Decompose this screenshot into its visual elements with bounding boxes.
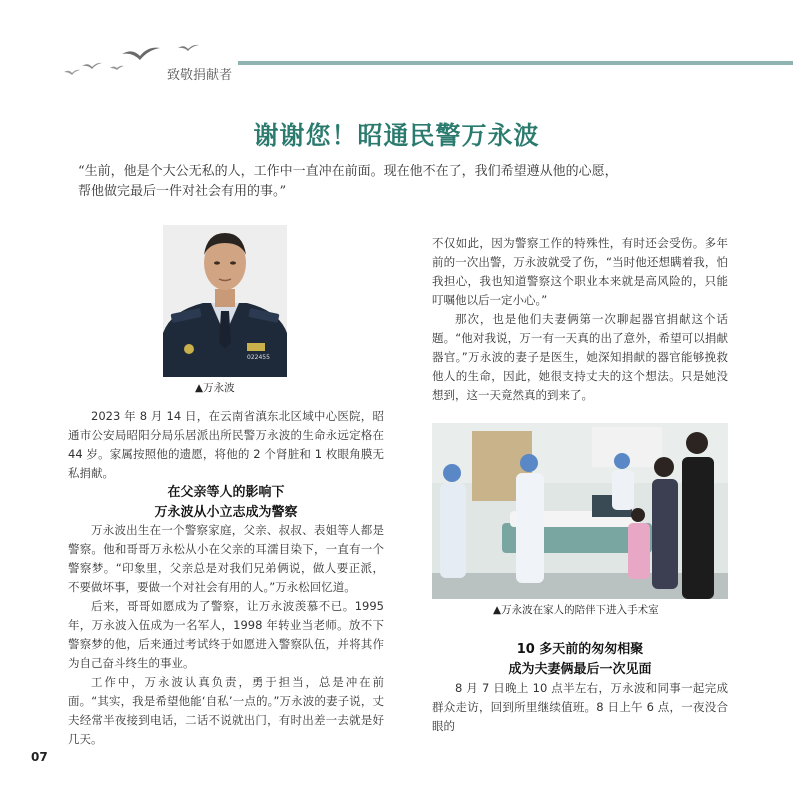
- left-body: [68, 521, 384, 749]
- right-body-top: [432, 234, 728, 405]
- left-subhead-line-2: 万永波从小立志成为警察: [154, 505, 298, 520]
- paragraph: 不仅如此，因为警察工作的特殊性，有时还会受伤。多年前的一次出警，万永波就受了伤，“当时他还想瞒着我，怕我担心，我也知道警察这个职业本来就是高风险的，只能叮嘱他以后一定小心。”: [432, 236, 728, 307]
- hospital-photo-caption: ▲万永波在家人的陪伴下进入手术室: [493, 604, 659, 616]
- portrait-caption: ▲万永波: [195, 382, 235, 394]
- intro-text: 2023 年 8 月 14 日，在云南省滇东北区域中心医院，昭通市公安局昭阳分局乐居派出所民警万永波的生命永远定格在 44 岁。家属按照他的遗愿，将他的 2 个肾脏和 1 枚眼角膜无私捐献。: [68, 409, 384, 480]
- badge-number: 022455: [247, 354, 270, 361]
- portrait-photo: [163, 225, 287, 377]
- left-subhead-line-1: 在父亲等人的影响下: [167, 485, 285, 500]
- right-subhead-line-2: 成为夫妻俩最后一次见面: [508, 662, 652, 677]
- quote-line-1: “生前，他是个大公无私的人，工作中一直冲在前面。现在他不在了，我们希望遵从他的心愿，: [78, 164, 618, 179]
- police-portrait-illustration: [163, 225, 287, 377]
- right-subhead-line-1: 10 多天前的匆匆相聚: [516, 642, 644, 657]
- article-title: 谢谢您！昭通民警万永波: [253, 121, 540, 150]
- lead-quote: [78, 162, 718, 202]
- left-subhead: [68, 483, 384, 523]
- right-subhead: [432, 640, 728, 680]
- right-body-bottom: [432, 679, 728, 736]
- hospital-scene-illustration: [432, 423, 728, 599]
- page-number: 07: [31, 750, 48, 764]
- paragraph: 那次，也是他们夫妻俩第一次聊起器官捐献这个话题。“他对我说，万一有一天真的出了意外，希望可以捐献器官。”万永波的妻子是医生，她深知捐献的器官能够挽救他人的生命，因此，她很支持丈夫的这个想法。只是她没想到，这一天竟然真的到来了。: [432, 312, 728, 402]
- paragraph: 工作中，万永波认真负责，勇于担当，总是冲在前面。“其实，我是希望他能‘自私’一点的。”万永波的妻子说，丈夫经常半夜接到电话，二话不说就出门，有时出差一去就是好几天。: [68, 675, 384, 746]
- paragraph: 万永波出生在一个警察家庭，父亲、叔叔、表姐等人都是警察。他和哥哥万永松从小在父亲的耳濡目染下，一直有一个警察梦。“印象里，父亲总是对我们兄弟俩说，做人要正派，不要做坏事，要做一个对社会有用的人。”万永松回忆道。: [68, 523, 384, 594]
- paragraph: 8 月 7 日晚上 10 点半左右，万永波和同事一起完成群众走访，回到所里继续值班。8 日上午 6 点，一夜没合眼的: [432, 681, 728, 733]
- quote-line-2: 帮他做完最后一件对社会有用的事。”: [78, 184, 287, 199]
- section-tag: 致敬捐献者: [167, 68, 233, 83]
- paragraph: 后来，哥哥如愿成为了警察，让万永波羡慕不已。1995 年，万永波入伍成为一名军人，1998 年转业当老师。放不下警察梦的他，后来通过考试终于如愿进入警察队伍，并将其作为自己奋斗终生的事业。: [68, 599, 384, 670]
- hospital-photo: [432, 423, 728, 599]
- header-rule: [238, 61, 793, 65]
- intro-paragraph: [68, 407, 384, 483]
